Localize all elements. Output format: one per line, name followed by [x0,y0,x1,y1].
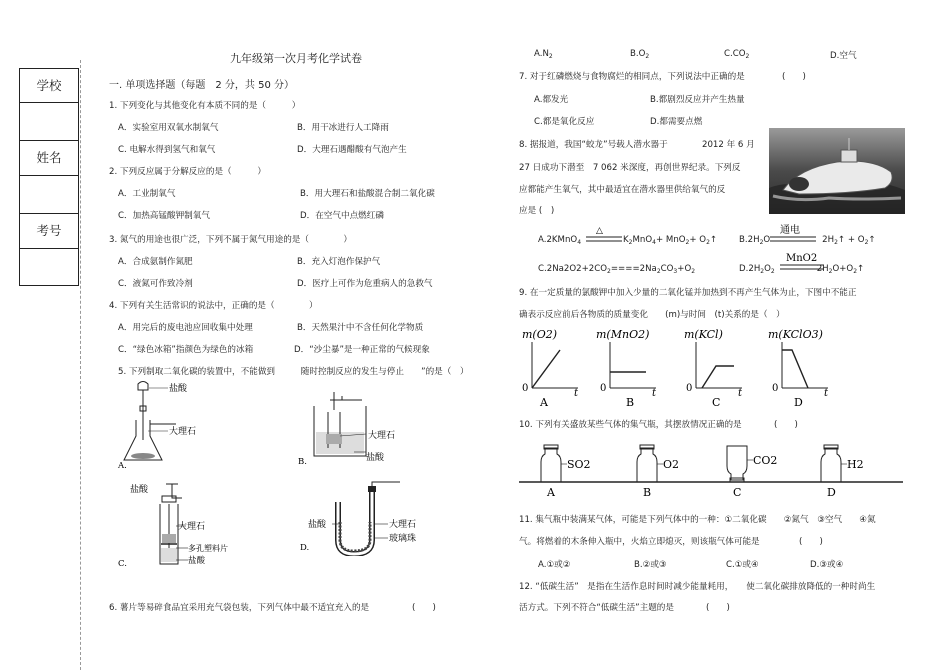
graph-a-letter: A [540,396,548,409]
b-marble-label: 大理石 [368,431,396,441]
q6-stem: 6. 薯片等易碎食品宜采用充气袋包装，下列气体中最不适宜充入的是 [109,603,370,613]
section-heading: 一. 单项选择题（每题 2 分，共 50 分） [109,80,294,91]
q3-option-c[interactable]: C．液氮可作致冷剂 [118,279,193,289]
bottle-c-gas: CO2 [753,454,778,467]
a-marble-label: 大理石 [169,427,197,437]
graph-b-ylabel: m(MnO2) [596,328,650,341]
binding-line [80,60,81,670]
q2-stem: 2. 下列反应属于分解反应的是（ ） [109,167,267,177]
q7-option-c[interactable]: C.都是氧化反应 [534,117,595,127]
q2-option-b[interactable]: B．用大理石和盐酸混合制二氧化碳 [300,189,435,199]
q4-option-d[interactable]: D．“沙尘暴”是一种正常的气候现象 [294,345,430,355]
page-title: 九年级第一次月考化学试卷 [230,52,362,65]
q3-option-d[interactable]: D．医疗上可作为危重病人的急救气 [297,279,433,289]
q8-d-condition: MnO2 [786,253,818,264]
bottle-b[interactable] [637,445,679,499]
graph-d[interactable] [768,328,829,409]
q11-option-c[interactable]: C.①或④ [726,560,759,570]
q7-option-a[interactable]: A.都发光 [534,95,569,105]
q12-line1: 12. “低碳生活” 是指在生活作息时间时减少能量耗用， 使二氧化碳排放降低的一种时尚生 [519,582,876,592]
bottle-a-letter: A [547,486,555,499]
q12-line2: 活方式。下列不符合“低碳生活”主题的是 [519,603,674,613]
graph-a[interactable] [522,328,579,409]
q11-option-d[interactable]: D.③或④ [810,560,844,570]
graph-d-ylabel: m(KClO3) [768,328,823,341]
apparatus-b [296,392,406,468]
q10-paren: ( ) [774,420,798,430]
bottle-d[interactable] [821,445,864,499]
q6-option-a[interactable]: $A.N_2$ [534,49,553,60]
q6-option-b[interactable]: $B.O_2$ [630,49,650,60]
q3-stem: 3. 氮气的用途也很广泛，下列不属于氮气用途的是（ ） [109,235,352,245]
q2-option-a[interactable]: A．工业制氧气 [118,189,176,199]
q9-line2: 确表示反应前后各物质的质量变化 (m)与时间 (t)关系的是（ ） [519,310,785,320]
q11-line2: 气。将燃着的木条伸入瓶中，火焰立即熄灭，则该瓶气体可能是 [519,537,760,547]
q8-line1b: 2012 年 6 月 [702,140,755,150]
bottle-b-letter: B [643,486,652,499]
bottle-c[interactable] [727,446,777,499]
graph-b-taxis: t [652,388,657,399]
q1-option-b[interactable]: B．用干冰进行人工降雨 [297,123,389,133]
d-hcl-label: 盐酸 [308,520,327,530]
q4-option-c[interactable]: C．“绿色冰箱”指颜色为绿色的冰箱 [118,345,254,355]
a-option-label[interactable]: A. [118,461,127,471]
c-hcl-top-label: 盐酸 [130,485,149,495]
q5-stem: 5. 下列制取二氧化碳的装置中，不能做到 随时控制反应的发生与停止 ”的是（ ） [118,367,469,377]
q8-a-condition: △ [596,226,603,236]
q11-option-a[interactable]: A.①或② [538,560,571,570]
a-hcl-label: 盐酸 [169,384,188,394]
q2-option-c[interactable]: C．加热高锰酸钾制氧气 [118,211,210,221]
q11-option-b[interactable]: B.②或③ [634,560,667,570]
graph-b-letter: B [626,396,635,409]
bottle-a-gas: SO2 [567,458,591,471]
graph-b-origin: 0 [600,383,607,394]
apparatus-c [116,478,256,570]
graph-c-taxis: t [738,388,743,399]
c-option-label[interactable]: C. [118,559,127,569]
apparatus-d [296,478,446,556]
apparatus-a [116,380,226,472]
q8-option-c[interactable]: $C.2Na2O2+2CO_2====2Na_2CO_3+O_2$ [538,264,696,275]
q1-stem: 1. 下列变化与其他变化有本质不同的是（ ） [109,101,301,111]
q8-line1: 8. 据报道，我国“蛟龙”号载人潜水器于 [519,140,668,150]
q9-graphs [516,326,846,412]
q3-option-a[interactable]: A．合成氨制作氮肥 [118,257,193,267]
q12-paren: ( ) [706,603,730,613]
graph-a-origin: 0 [522,383,529,394]
graph-d-letter: D [794,396,803,409]
b-hcl-label: 盐酸 [366,453,385,463]
c-hcl-label: 盐酸 [188,556,206,566]
q9-line1: 9. 在一定质量的氯酸钾中加入少量的二氧化锰并加热到不再产生气体为止，下图中不能正 [519,288,857,298]
q2-option-d[interactable]: D．在空气中点燃红磷 [300,211,384,221]
q8-line3: 应都能产生氧气，其中最适宜在潜水器里供给氧气的反 [519,185,726,195]
id-field[interactable] [20,249,78,285]
q10-stem: 10. 下列有关盛放某些气体的集气瓶，其摆放情况正确的是 [519,420,742,430]
bottle-b-gas: O2 [663,458,680,471]
submarine-photo [769,128,905,214]
graph-d-origin: 0 [772,383,779,394]
d-glass-label: 玻璃珠 [389,534,417,544]
q7-option-d[interactable]: D.都需要点燃 [650,117,703,127]
d-option-label[interactable]: D. [300,543,310,553]
graph-a-taxis: t [574,388,579,399]
school-field[interactable] [20,103,78,141]
graph-a-ylabel: m(O2) [522,328,558,341]
q4-stem: 4. 下列有关生活常识的说法中，正确的是（ ） [109,301,318,311]
q8-line2: 27 日成功下潜至 7 062 米深度，再创世界纪录。下列反 [519,163,741,173]
q8-b-condition: 通电 [780,225,800,236]
q7-paren: ( ) [782,72,806,82]
q1-option-d[interactable]: D．大理石遇醋酸有气泡产生 [297,145,407,155]
q8-option-d[interactable]: $D.2H_2O_2$ $2H_2O+O_2↑$ [739,264,865,275]
q1-option-c[interactable]: C. 电解水得到氢气和氧气 [118,145,216,155]
bottle-c-letter: C [733,486,742,499]
q6-paren: ( ) [412,603,436,613]
q4-option-b[interactable]: B．天然果汁中不含任何化学物质 [297,323,424,333]
graph-b[interactable] [596,328,657,409]
c-plastic-label: 多孔塑料片 [188,544,228,553]
graph-c-ylabel: m(KCl) [684,328,723,341]
bottle-d-letter: D [827,486,836,499]
q11-line1: 11. 集气瓶中装满某气体，可能是下列气体中的一种：①二氧化碳 ②氮气 ③空气 ④氮 [519,515,876,525]
q7-option-b[interactable]: B.都剧烈反应并产生热量 [650,95,745,105]
q7-stem: 7. 对于红磷燃烧与食物腐烂的相同点，下列说法中正确的是 [519,72,745,82]
graph-c[interactable] [684,328,743,409]
q3-option-b[interactable]: B．充入灯泡作保护气 [297,257,381,267]
q8-line4: 应是 ( ) [519,206,555,216]
id-label: 考号 [20,214,78,249]
q11-paren: ( ) [799,537,823,547]
q8-option-b[interactable]: $B.2H_2O$ $2H_2↑$ + $O_2↑$ [739,235,876,246]
q10-bottles [519,440,903,502]
q1-option-a[interactable]: A．实验室用双氧水制氧气 [118,123,219,133]
bottle-d-gas: H2 [847,458,864,471]
graph-d-taxis: t [824,388,829,399]
bottle-a[interactable] [541,445,591,499]
q6-option-d[interactable]: D.空气 [830,51,857,61]
school-label: 学校 [20,69,78,103]
d-marble-label: 大理石 [389,520,417,530]
graph-c-letter: C [712,396,721,409]
q6-option-c[interactable]: $C.CO_2$ [724,49,750,60]
b-option-label[interactable]: B. [298,457,307,467]
q8-option-a[interactable]: A.2KMnO$_4$ $K_2MnO_4+ MnO_2+$ $O_2↑$ [538,235,718,246]
name-label: 姓名 [20,141,78,176]
q4-option-a[interactable]: A．用完后的废电池应回收集中处理 [118,323,253,333]
name-field[interactable] [20,176,78,214]
c-marble-label: 大理石 [178,522,206,532]
student-info-box [19,68,79,286]
graph-c-origin: 0 [686,383,693,394]
